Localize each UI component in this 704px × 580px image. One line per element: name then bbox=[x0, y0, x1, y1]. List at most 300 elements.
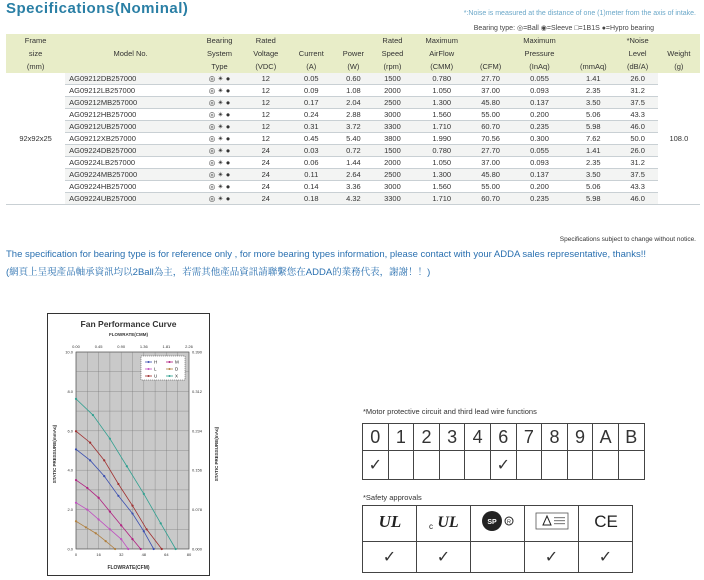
y2-tick-label: 0.078 bbox=[192, 507, 203, 513]
data-point bbox=[75, 479, 77, 481]
current-cell: 0.14 bbox=[289, 181, 334, 193]
pressure-inaq-cell: 0.235 bbox=[510, 121, 569, 133]
noise-cell: 37.5 bbox=[618, 169, 658, 181]
airflow-cfm-cell: 27.70 bbox=[471, 73, 510, 85]
safety-mark-cell bbox=[363, 506, 417, 542]
safety-mark-cell bbox=[471, 506, 525, 542]
fan-performance-svg bbox=[48, 314, 219, 575]
spec-header-cell bbox=[471, 34, 510, 47]
spec-header-cell: Weight bbox=[658, 47, 700, 60]
ce-logo-icon bbox=[589, 512, 623, 536]
pressure-inaq-cell: 0.300 bbox=[510, 133, 569, 145]
speed-cell: 3000 bbox=[373, 109, 412, 121]
x-tick-label: 16 bbox=[96, 552, 101, 557]
voltage-cell: 12 bbox=[243, 73, 289, 85]
model-cell: AG09212XB257000 bbox=[65, 133, 196, 145]
voltage-cell: 12 bbox=[243, 121, 289, 133]
data-point bbox=[117, 483, 119, 485]
airflow-cmm-cell: 1.560 bbox=[412, 181, 471, 193]
pressure-mmaq-cell: 5.06 bbox=[569, 109, 618, 121]
spec-header-cell: Voltage bbox=[243, 47, 289, 60]
safety-check-cell bbox=[363, 542, 417, 573]
motor-check-cell bbox=[542, 451, 568, 480]
bearing-reference-text: The specification for bearing type is for reference only , for more bearing types information, please contact with your ADDA sales representative, thanks!! bbox=[6, 249, 646, 260]
data-point bbox=[75, 430, 77, 432]
legend-marker bbox=[148, 368, 150, 370]
fan-performance-chart bbox=[47, 313, 219, 576]
bearing-type-cell: ◎ ✴ ● bbox=[196, 193, 243, 205]
spec-header-cell: Maximum bbox=[412, 34, 471, 47]
power-cell: 4.32 bbox=[334, 193, 373, 205]
legend-label: U bbox=[154, 373, 158, 379]
legend-marker bbox=[148, 361, 150, 363]
spec-header-cell bbox=[334, 34, 373, 47]
spec-header-cell: Model No. bbox=[65, 47, 196, 60]
current-cell: 0.03 bbox=[289, 145, 334, 157]
x-tick-label: 64 bbox=[164, 552, 169, 557]
voltage-cell: 24 bbox=[243, 181, 289, 193]
cul-logo-icon bbox=[424, 514, 464, 536]
power-cell: 2.88 bbox=[334, 109, 373, 121]
spec-header-cell: (mm) bbox=[6, 60, 65, 73]
data-point bbox=[85, 526, 87, 528]
data-point bbox=[103, 459, 105, 461]
model-cell: AG09212DB257000 bbox=[65, 73, 196, 85]
power-cell: 2.04 bbox=[334, 97, 373, 109]
pressure-inaq-cell: 0.200 bbox=[510, 109, 569, 121]
data-point bbox=[86, 487, 88, 489]
safety-approvals-grid bbox=[362, 505, 633, 573]
ul-logo-icon bbox=[372, 512, 408, 536]
pressure-inaq-cell: 0.055 bbox=[510, 145, 569, 157]
speed-cell: 3300 bbox=[373, 193, 412, 205]
noise-cell: 26.0 bbox=[618, 145, 658, 157]
pressure-mmaq-cell: 2.35 bbox=[569, 85, 618, 97]
motor-check-cell bbox=[388, 451, 414, 480]
spec-header-cell bbox=[471, 47, 510, 60]
pressure-inaq-cell: 0.055 bbox=[510, 73, 569, 85]
safety-approvals-label: *Safety approvals bbox=[363, 493, 422, 502]
spec-header-cell: Rated bbox=[243, 34, 289, 47]
motor-code-cell: 1 bbox=[388, 424, 414, 451]
table-row bbox=[6, 73, 700, 85]
pressure-mmaq-cell: 5.98 bbox=[569, 121, 618, 133]
motor-check-cell bbox=[516, 451, 542, 480]
motor-code-cell: A bbox=[593, 424, 619, 451]
spec-header-cell: Pressure bbox=[510, 47, 569, 60]
spec-header-cell: *Noise bbox=[618, 34, 658, 47]
motor-check-cell bbox=[465, 451, 491, 480]
safety-mark-cell bbox=[525, 506, 579, 542]
motor-code-cell: B bbox=[618, 424, 644, 451]
motor-code-cell: 0 bbox=[363, 424, 389, 451]
motor-functions-grid bbox=[362, 423, 645, 480]
legend-label: M bbox=[175, 359, 179, 365]
csa-logo-icon bbox=[478, 520, 518, 537]
spec-header-cell: size bbox=[6, 47, 65, 60]
motor-check-cell bbox=[414, 451, 440, 480]
y2-tick-label: 0.156 bbox=[192, 467, 203, 473]
airflow-cfm-cell: 55.00 bbox=[471, 109, 510, 121]
data-point bbox=[146, 528, 148, 530]
y-tick-label: 8.0 bbox=[67, 388, 73, 394]
motor-check-cell bbox=[593, 451, 619, 480]
y2-tick-label: 0.234 bbox=[192, 428, 203, 434]
data-point bbox=[75, 398, 77, 400]
frame-size-cell: 92x92x25 bbox=[6, 73, 65, 205]
bearing-type-cell: ◎ ✴ ● bbox=[196, 133, 243, 145]
table-row bbox=[6, 157, 700, 169]
chart-y2-axis-label: STATIC PRESSURE(InAq) bbox=[214, 426, 219, 482]
current-cell: 0.24 bbox=[289, 109, 334, 121]
data-point bbox=[131, 505, 133, 507]
airflow-cfm-cell: 37.00 bbox=[471, 85, 510, 97]
data-point bbox=[120, 538, 122, 540]
spec-header-cell: Power bbox=[334, 47, 373, 60]
power-cell: 3.72 bbox=[334, 121, 373, 133]
model-cell: AG09224DB257000 bbox=[65, 145, 196, 157]
noise-cell: 37.5 bbox=[618, 97, 658, 109]
spec-header-cell: (CMM) bbox=[412, 60, 471, 73]
check-mark-icon: ✓ bbox=[368, 457, 382, 474]
y2-tick-label: 0.390 bbox=[192, 349, 203, 355]
check-mark-icon: ✓ bbox=[436, 549, 451, 566]
motor-code-cell: 7 bbox=[516, 424, 542, 451]
safety-mark-cell bbox=[417, 506, 471, 542]
spec-header-cell: Bearing bbox=[196, 34, 243, 47]
model-cell: AG09224LB257000 bbox=[65, 157, 196, 169]
spec-header-cell: System bbox=[196, 47, 243, 60]
svg-text:SP: SP bbox=[486, 519, 497, 526]
current-cell: 0.09 bbox=[289, 85, 334, 97]
table-row bbox=[6, 121, 700, 133]
spec-header-cell: Type bbox=[196, 60, 243, 73]
motor-code-cell: 6 bbox=[490, 424, 516, 451]
data-point bbox=[161, 548, 163, 550]
top-tick-label: 0.00 bbox=[72, 344, 80, 349]
data-point bbox=[105, 540, 107, 542]
speed-cell: 3300 bbox=[373, 121, 412, 133]
airflow-cmm-cell: 1.560 bbox=[412, 109, 471, 121]
noise-cell: 31.2 bbox=[618, 157, 658, 169]
power-cell: 0.72 bbox=[334, 145, 373, 157]
voltage-cell: 12 bbox=[243, 97, 289, 109]
spec-header-cell: (VDC) bbox=[243, 60, 289, 73]
spec-header-cell: (InAq) bbox=[510, 60, 569, 73]
pressure-inaq-cell: 0.235 bbox=[510, 193, 569, 205]
table-row bbox=[6, 109, 700, 121]
speed-cell: 2500 bbox=[373, 97, 412, 109]
model-cell: AG09212MB257000 bbox=[65, 97, 196, 109]
spec-header-row bbox=[6, 60, 700, 73]
model-cell: AG09224HB257000 bbox=[65, 181, 196, 193]
data-point bbox=[89, 442, 91, 444]
pressure-mmaq-cell: 5.98 bbox=[569, 193, 618, 205]
data-point bbox=[160, 522, 162, 524]
airflow-cmm-cell: 1.300 bbox=[412, 169, 471, 181]
pressure-mmaq-cell: 1.41 bbox=[569, 145, 618, 157]
airflow-cfm-cell: 27.70 bbox=[471, 145, 510, 157]
data-point bbox=[89, 459, 91, 461]
airflow-cmm-cell: 1.990 bbox=[412, 133, 471, 145]
data-point bbox=[143, 530, 145, 532]
table-row bbox=[6, 97, 700, 109]
current-cell: 0.17 bbox=[289, 97, 334, 109]
bearing-type-cell: ◎ ✴ ● bbox=[196, 157, 243, 169]
model-cell: AG09224UB257000 bbox=[65, 193, 196, 205]
table-row bbox=[6, 193, 700, 205]
table-row bbox=[6, 85, 700, 97]
bearing-type-cell: ◎ ✴ ● bbox=[196, 145, 243, 157]
svg-text:UL: UL bbox=[378, 512, 401, 531]
check-mark-icon: ✓ bbox=[544, 549, 559, 566]
bearing-type-cell: ◎ ✴ ● bbox=[196, 85, 243, 97]
data-point bbox=[120, 524, 122, 526]
x-tick-label: 32 bbox=[118, 552, 124, 557]
model-cell: AG09224MB257000 bbox=[65, 169, 196, 181]
legend-marker bbox=[169, 375, 171, 377]
table-row bbox=[6, 133, 700, 145]
power-cell: 3.36 bbox=[334, 181, 373, 193]
model-cell: AG09212LB257000 bbox=[65, 85, 196, 97]
airflow-cmm-cell: 1.050 bbox=[412, 85, 471, 97]
legend-marker bbox=[169, 361, 171, 363]
model-cell: AG09212HB257000 bbox=[65, 109, 196, 121]
pressure-mmaq-cell: 5.06 bbox=[569, 181, 618, 193]
spec-header-cell: Frame bbox=[6, 34, 65, 47]
spec-header-cell: (dB/A) bbox=[618, 60, 658, 73]
y-tick-label: 10.0 bbox=[65, 349, 73, 355]
noise-cell: 26.0 bbox=[618, 73, 658, 85]
voltage-cell: 12 bbox=[243, 133, 289, 145]
bearing-type-cell: ◎ ✴ ● bbox=[196, 97, 243, 109]
spec-header-cell: (CFM) bbox=[471, 60, 510, 73]
speed-cell: 2500 bbox=[373, 169, 412, 181]
bearing-legend: Bearing type: ◎=Ball ◉=Sleeve □=1B1S ●=Hypro bearing bbox=[473, 25, 654, 32]
data-point bbox=[131, 512, 133, 514]
spec-header-cell bbox=[65, 34, 196, 47]
motor-code-cell: 9 bbox=[567, 424, 593, 451]
power-cell: 2.64 bbox=[334, 169, 373, 181]
power-cell: 1.44 bbox=[334, 157, 373, 169]
motor-check-cell bbox=[618, 451, 644, 480]
spec-header-cell bbox=[289, 34, 334, 47]
spec-header-cell bbox=[569, 34, 618, 47]
spec-header-cell: Current bbox=[289, 47, 334, 60]
y2-tick-label: 0.312 bbox=[192, 388, 203, 394]
data-point bbox=[75, 520, 77, 522]
voltage-cell: 12 bbox=[243, 109, 289, 121]
svg-text:UL: UL bbox=[436, 514, 459, 531]
data-point bbox=[75, 448, 77, 450]
data-point bbox=[109, 510, 111, 512]
spec-header-cell: (A) bbox=[289, 60, 334, 73]
airflow-cmm-cell: 0.780 bbox=[412, 145, 471, 157]
voltage-cell: 24 bbox=[243, 145, 289, 157]
bearing-type-cell: ◎ ✴ ● bbox=[196, 109, 243, 121]
data-point bbox=[117, 495, 119, 497]
bearing-type-cell: ◎ ✴ ● bbox=[196, 121, 243, 133]
noise-cell: 50.0 bbox=[618, 133, 658, 145]
table-row bbox=[6, 181, 700, 193]
current-cell: 0.31 bbox=[289, 121, 334, 133]
chart-title: Fan Performance Curve bbox=[80, 319, 177, 329]
spec-header-cell: (g) bbox=[658, 60, 700, 73]
weight-cell: 108.0 bbox=[658, 73, 700, 205]
current-cell: 0.11 bbox=[289, 169, 334, 181]
legend-label: D bbox=[175, 366, 179, 372]
bearing-type-cell: ◎ ✴ ● bbox=[196, 181, 243, 193]
motor-check-cell bbox=[439, 451, 465, 480]
data-point bbox=[127, 548, 129, 550]
voltage-cell: 24 bbox=[243, 193, 289, 205]
motor-code-cell: 4 bbox=[465, 424, 491, 451]
airflow-cfm-cell: 60.70 bbox=[471, 193, 510, 205]
svg-text:R: R bbox=[506, 519, 511, 526]
chart-top-axis-label: FLOWRATE(CMM) bbox=[109, 332, 148, 337]
spec-header-cell: Maximum bbox=[510, 34, 569, 47]
bearing-type-cell: ◎ ✴ ● bbox=[196, 73, 243, 85]
power-cell: 1.08 bbox=[334, 85, 373, 97]
y-tick-label: 0.0 bbox=[67, 546, 73, 552]
check-mark-icon: ✓ bbox=[382, 549, 397, 566]
airflow-cfm-cell: 45.80 bbox=[471, 97, 510, 109]
subject-note: Specifications subject to change without notice. bbox=[559, 236, 696, 243]
pressure-inaq-cell: 0.200 bbox=[510, 181, 569, 193]
top-tick-label: 0.90 bbox=[117, 344, 126, 349]
current-cell: 0.45 bbox=[289, 133, 334, 145]
table-row bbox=[6, 145, 700, 157]
spec-header-row bbox=[6, 34, 700, 47]
spec-header-cell: (rpm) bbox=[373, 60, 412, 73]
y-tick-label: 2.0 bbox=[67, 507, 73, 513]
noise-cell: 43.3 bbox=[618, 109, 658, 121]
spec-header-cell bbox=[658, 34, 700, 47]
motor-code-cell: 8 bbox=[542, 424, 568, 451]
speed-cell: 3800 bbox=[373, 133, 412, 145]
airflow-cfm-cell: 60.70 bbox=[471, 121, 510, 133]
pressure-inaq-cell: 0.093 bbox=[510, 85, 569, 97]
data-point bbox=[153, 548, 155, 550]
pressure-inaq-cell: 0.093 bbox=[510, 157, 569, 169]
safety-check-cell bbox=[525, 542, 579, 573]
airflow-cfm-cell: 70.56 bbox=[471, 133, 510, 145]
data-point bbox=[109, 528, 111, 530]
pressure-mmaq-cell: 3.50 bbox=[569, 97, 618, 109]
bearing-reference-text-zh: (網頁上呈現產品軸承資訊均以2Ball為主，若需其他產品資訊請聯繫您在ADDA的業務代表，謝謝！！) bbox=[6, 267, 431, 278]
spec-header-cell: (mmAq) bbox=[569, 60, 618, 73]
spec-table bbox=[6, 34, 700, 205]
speed-cell: 1500 bbox=[373, 145, 412, 157]
legend-label: X bbox=[175, 373, 179, 379]
noise-note: *:Noise is measured at the distance of one (1)meter from the axis of intake. bbox=[463, 10, 696, 17]
motor-code-cell: 2 bbox=[414, 424, 440, 451]
top-tick-label: 1.81 bbox=[162, 344, 171, 349]
tuv-logo-icon bbox=[535, 518, 569, 535]
data-point bbox=[98, 497, 100, 499]
spec-header-cell: AirFlow bbox=[412, 47, 471, 60]
data-point bbox=[131, 538, 133, 540]
airflow-cmm-cell: 1.050 bbox=[412, 157, 471, 169]
top-tick-label: 1.36 bbox=[139, 344, 148, 349]
model-cell: AG09212UB257000 bbox=[65, 121, 196, 133]
top-tick-label: 0.45 bbox=[94, 344, 103, 349]
data-point bbox=[143, 493, 145, 495]
speed-cell: 3000 bbox=[373, 181, 412, 193]
spec-header-cell bbox=[65, 60, 196, 73]
airflow-cmm-cell: 1.710 bbox=[412, 121, 471, 133]
bearing-type-cell: ◎ ✴ ● bbox=[196, 169, 243, 181]
power-cell: 0.60 bbox=[334, 73, 373, 85]
noise-cell: 43.3 bbox=[618, 181, 658, 193]
voltage-cell: 24 bbox=[243, 157, 289, 169]
x-tick-label: 0 bbox=[74, 552, 78, 557]
x-tick-label: 48 bbox=[141, 552, 147, 557]
check-mark-icon: ✓ bbox=[598, 549, 613, 566]
data-point bbox=[98, 518, 100, 520]
motor-check-cell bbox=[567, 451, 593, 480]
spec-header-cell: Rated bbox=[373, 34, 412, 47]
pressure-inaq-cell: 0.137 bbox=[510, 169, 569, 181]
pressure-mmaq-cell: 7.62 bbox=[569, 133, 618, 145]
data-point bbox=[103, 475, 105, 477]
motor-check-cell bbox=[490, 451, 516, 480]
airflow-cmm-cell: 1.300 bbox=[412, 97, 471, 109]
data-point bbox=[114, 548, 116, 550]
spec-header-cell: Speed bbox=[373, 47, 412, 60]
data-point bbox=[140, 548, 142, 550]
airflow-cfm-cell: 45.80 bbox=[471, 169, 510, 181]
page-title: Specifications(Nominal) bbox=[6, 0, 189, 17]
current-cell: 0.06 bbox=[289, 157, 334, 169]
voltage-cell: 24 bbox=[243, 169, 289, 181]
data-point bbox=[109, 438, 111, 440]
y2-tick-label: 0.000 bbox=[192, 546, 203, 552]
speed-cell: 2000 bbox=[373, 157, 412, 169]
spec-header-row bbox=[6, 47, 700, 60]
motor-check-cell bbox=[363, 451, 389, 480]
spec-header-cell bbox=[569, 47, 618, 60]
y-tick-label: 6.0 bbox=[67, 428, 73, 434]
safety-mark-cell bbox=[579, 506, 633, 542]
current-cell: 0.18 bbox=[289, 193, 334, 205]
noise-cell: 31.2 bbox=[618, 85, 658, 97]
data-point bbox=[86, 509, 88, 511]
data-point bbox=[175, 548, 177, 550]
speed-cell: 1500 bbox=[373, 73, 412, 85]
chart-y-axis-label: STATIC PRESSURE(mmAq) bbox=[52, 424, 57, 484]
x-tick-label: 80 bbox=[186, 552, 192, 557]
noise-cell: 46.0 bbox=[618, 193, 658, 205]
top-tick-label: 2.26 bbox=[185, 344, 193, 349]
svg-text:CE: CE bbox=[593, 512, 618, 531]
airflow-cmm-cell: 1.710 bbox=[412, 193, 471, 205]
safety-check-cell bbox=[471, 542, 525, 573]
airflow-cfm-cell: 55.00 bbox=[471, 181, 510, 193]
safety-check-cell bbox=[417, 542, 471, 573]
current-cell: 0.05 bbox=[289, 73, 334, 85]
chart-x-axis-label: FLOWRATE(CFM) bbox=[107, 565, 150, 571]
data-point bbox=[75, 502, 77, 504]
legend-label: L bbox=[154, 366, 157, 372]
y-tick-label: 4.0 bbox=[67, 467, 73, 473]
spec-header-cell: (W) bbox=[334, 60, 373, 73]
check-mark-icon: ✓ bbox=[496, 457, 510, 474]
svg-text:c: c bbox=[428, 522, 433, 531]
pressure-inaq-cell: 0.137 bbox=[510, 97, 569, 109]
data-point bbox=[92, 414, 94, 416]
pressure-mmaq-cell: 3.50 bbox=[569, 169, 618, 181]
